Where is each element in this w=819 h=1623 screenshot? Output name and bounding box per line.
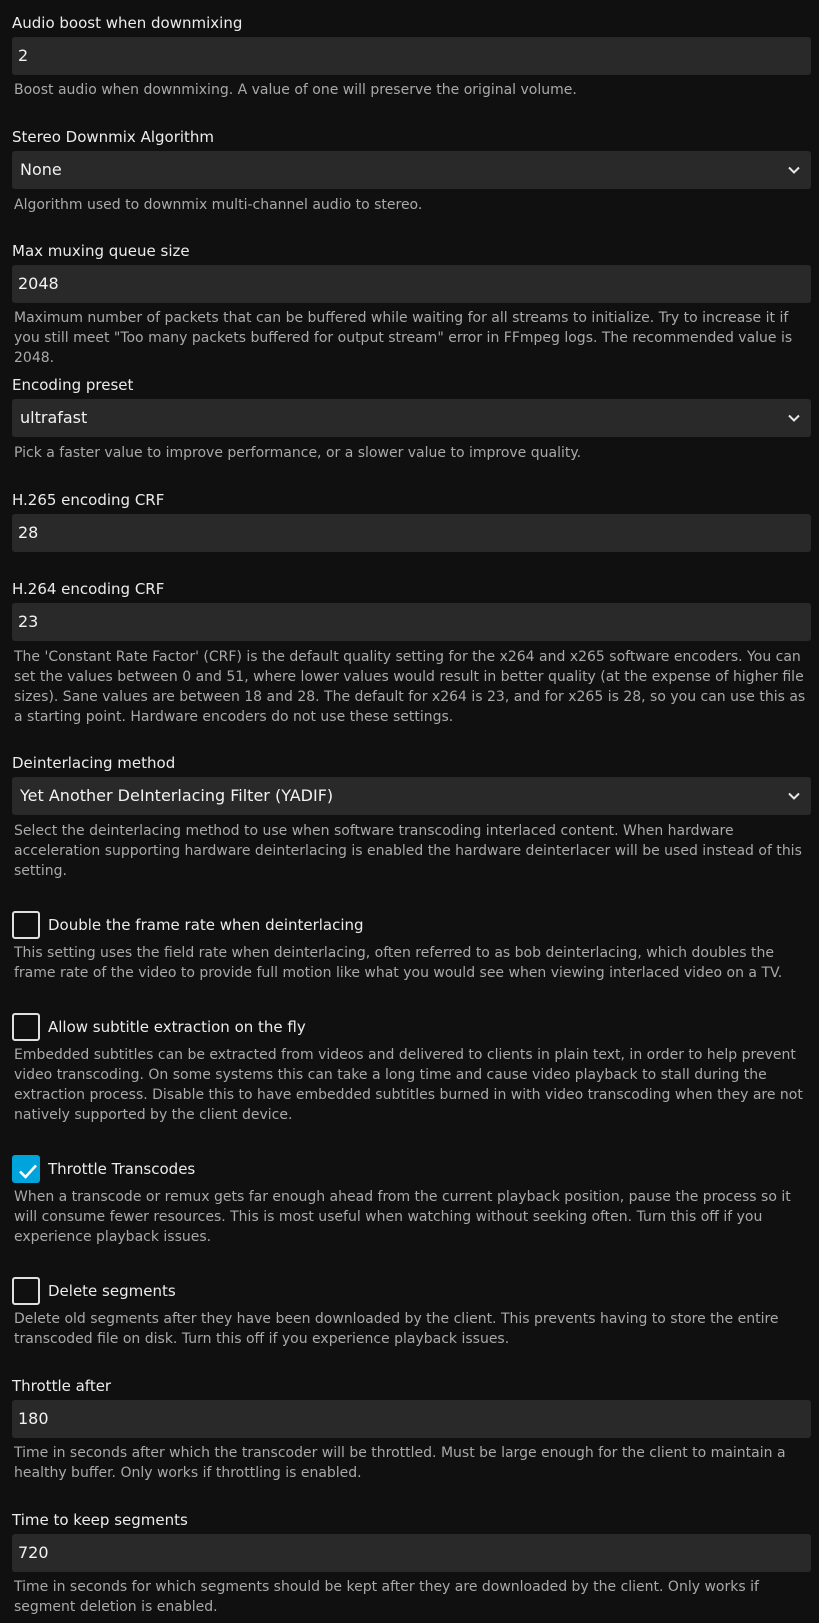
throttle-transcodes-label: Throttle Transcodes [48, 1160, 196, 1178]
encoding-preset-label: Encoding preset [12, 376, 134, 394]
h265-crf-label: H.265 encoding CRF [12, 491, 165, 509]
delete-segments-description: Delete old segments after they have been downloaded by the client. This prevents having to store the entire transcoded file on disk. Turn this off if you experience playback issues. [14, 1311, 779, 1347]
double-frame-rate-description: This setting uses the field rate when deinterlacing, often referred to as bob deinterlacing, which doubles the frame rate of the video to provide full motion like what you would see when viewing interlaced video on a TV. [14, 945, 783, 981]
double-frame-rate-checkbox[interactable] [12, 911, 40, 939]
audio-boost-label: Audio boost when downmixing [12, 14, 243, 32]
stereo-downmix-value: None [20, 160, 62, 179]
keep-segments-description: Time in seconds for which segments should be kept after they are downloaded by the client. Only works if segment deletion is enabled. [14, 1579, 759, 1615]
h264-crf-input[interactable]: 23 [12, 603, 811, 641]
encoding-preset-select[interactable] [12, 399, 811, 437]
max-muxing-description: Maximum number of packets that can be buffered while waiting for all streams to initialize. Try to increase it if you still meet "Too many packets buffered for output stream" error in FFmpeg logs. The recommended value is 2048. [14, 310, 793, 366]
stereo-downmix-description: Algorithm used to downmix multi-channel audio to stereo. [14, 197, 423, 213]
keep-segments-label: Time to keep segments [12, 1511, 188, 1529]
subtitle-extraction-checkbox[interactable] [12, 1013, 40, 1041]
h264-crf-label: H.264 encoding CRF [12, 580, 165, 598]
encoding-preset-value: ultrafast [20, 408, 88, 427]
double-frame-rate-label: Double the frame rate when deinterlacing [48, 916, 364, 934]
chevron-down-icon [787, 789, 801, 803]
chevron-down-icon [787, 411, 801, 425]
deinterlacing-value: Yet Another DeInterlacing Filter (YADIF) [20, 786, 334, 805]
h264-crf-description: The 'Constant Rate Factor' (CRF) is the default quality setting for the x264 and x265 software encoders. You can set the values between 0 and 51, where lower values would result in better quality (at the expense of higher file sizes). Sane values are between 18 and 28. The default for x264 is 23, and for x265 is 28, so you can use this as a starting point. Hardware encoders do not use these settings. [14, 649, 806, 725]
h265-crf-input[interactable]: 28 [12, 514, 811, 552]
throttle-after-description: Time in seconds after which the transcoder will be throttled. Must be large enough for the client to maintain a healthy buffer. Only works if throttling is enabled. [14, 1445, 786, 1481]
stereo-downmix-label: Stereo Downmix Algorithm [12, 128, 215, 146]
delete-segments-checkbox[interactable] [12, 1277, 40, 1305]
delete-segments-label: Delete segments [48, 1282, 176, 1300]
throttle-transcodes-checkbox[interactable] [12, 1155, 40, 1183]
chevron-down-icon [787, 163, 801, 177]
deinterlacing-select[interactable] [12, 777, 811, 815]
throttle-after-input[interactable]: 180 [12, 1400, 811, 1438]
throttle-after-label: Throttle after [12, 1377, 112, 1395]
deinterlacing-description: Select the deinterlacing method to use when software transcoding interlaced content. When hardware acceleration supporting hardware deinterlacing is enabled the hardware deinterlacer will be used instead of this setting. [14, 823, 802, 879]
max-muxing-label: Max muxing queue size [12, 242, 190, 260]
audio-boost-input[interactable]: 2 [12, 37, 811, 75]
audio-boost-description: Boost audio when downmixing. A value of one will preserve the original volume. [14, 82, 577, 98]
keep-segments-input[interactable]: 720 [12, 1534, 811, 1572]
subtitle-extraction-description: Embedded subtitles can be extracted from videos and delivered to clients in plain text, in order to help prevent video transcoding. On some systems this can take a long time and cause video playback to stall during the extraction process. Disable this to have embedded subtitles burned in with video transcoding when they are not natively supported by the client device. [14, 1047, 803, 1123]
deinterlacing-label: Deinterlacing method [12, 754, 176, 772]
max-muxing-input[interactable]: 2048 [12, 265, 811, 303]
checkmark-icon [17, 1160, 39, 1182]
stereo-downmix-select[interactable] [12, 151, 811, 189]
encoding-preset-description: Pick a faster value to improve performance, or a slower value to improve quality. [14, 445, 582, 461]
throttle-transcodes-description: When a transcode or remux gets far enough ahead from the current playback position, pause the process so it will consume fewer resources. This is most useful when watching without seeking often. Turn this off if you experience playback issues. [14, 1189, 791, 1245]
subtitle-extraction-label: Allow subtitle extraction on the fly [48, 1018, 306, 1036]
